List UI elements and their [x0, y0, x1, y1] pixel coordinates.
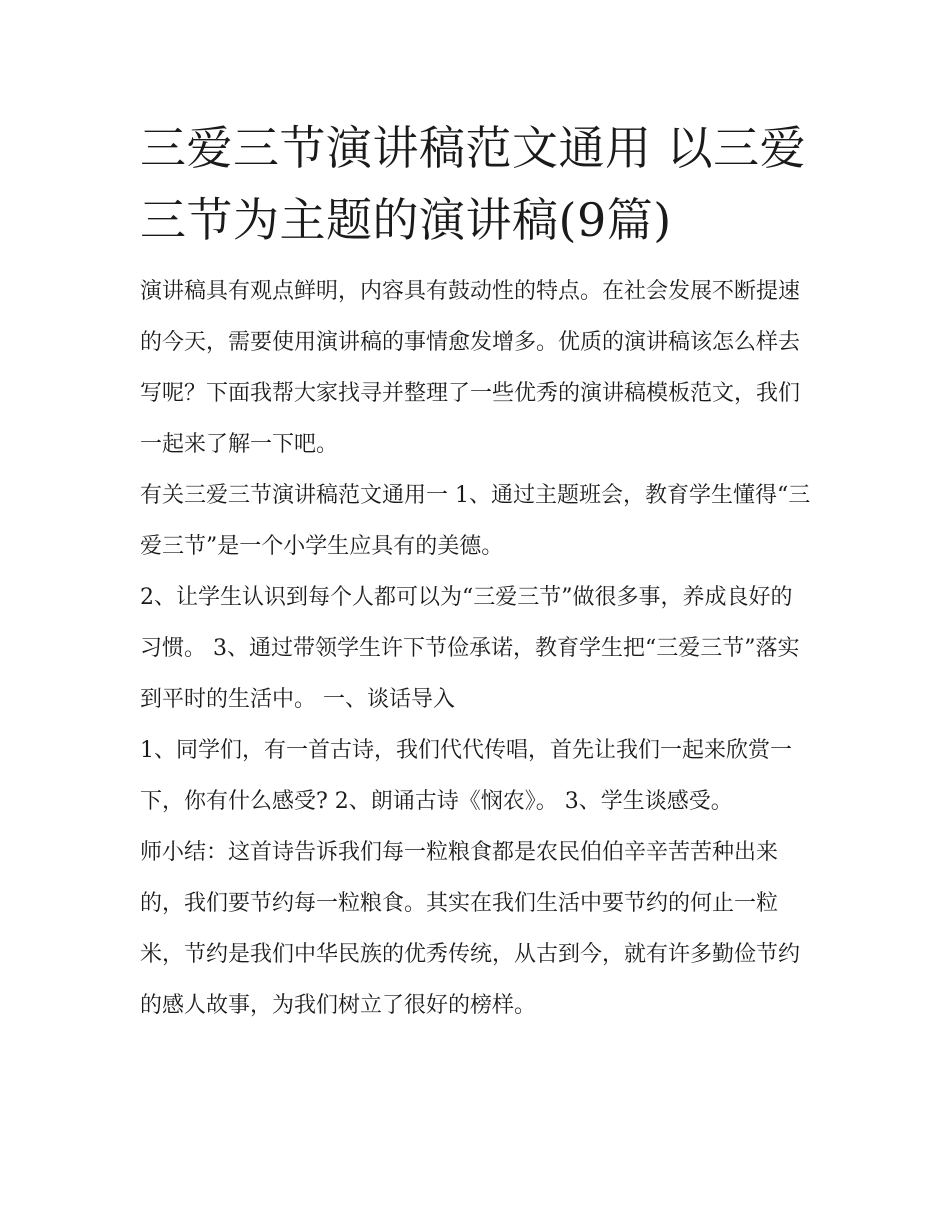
paragraph-intro: 演讲稿具有观点鲜明，内容具有鼓动性的特点。在社会发展不断提速的今天，需要使用演讲稿的事情愈发增多。优质的演讲稿该怎么样去写呢？下面我帮大家找寻并整理了一些优秀的演讲稿模板范文，我们一起来了解一下吧。 [140, 279, 801, 457]
paragraph-goal-1: 有关三爱三节演讲稿范文通用一 1、通过主题班会，教育学生懂得“三爱三节”是一个小学生应具有的美德。 [140, 483, 811, 559]
paragraph-summary: 师小结：这首诗告诉我们每一粒粮食都是农民伯伯辛辛苦苦种出来的，我们要节约每一粒粮食。其实在我们生活中要节约的何止一粒米，节约是我们中华民族的优秀传统，从古到今，就有许多勤俭节约的感人故事，为我们树立了很好的榜样。 [140, 840, 801, 1018]
paragraph-activity: 1、同学们，有一首古诗，我们代代传唱，首先让我们一起来欣赏一下，你有什么感受? 2、朗诵古诗《悯农》。 3、学生谈感受。 [140, 738, 792, 814]
document-title: 三爱三节演讲稿范文通用 以三爱三节为主题的演讲稿(9篇) [140, 121, 807, 247]
paragraph-goal-2-3: 2、让学生认识到每个人都可以为“三爱三节”做很多事，养成良好的习惯。 3、通过带领学生许下节俭承诺，教育学生把“三爱三节”落实到平时的生活中。 一、谈话导入 [140, 585, 800, 712]
document-body [140, 112, 812, 1031]
